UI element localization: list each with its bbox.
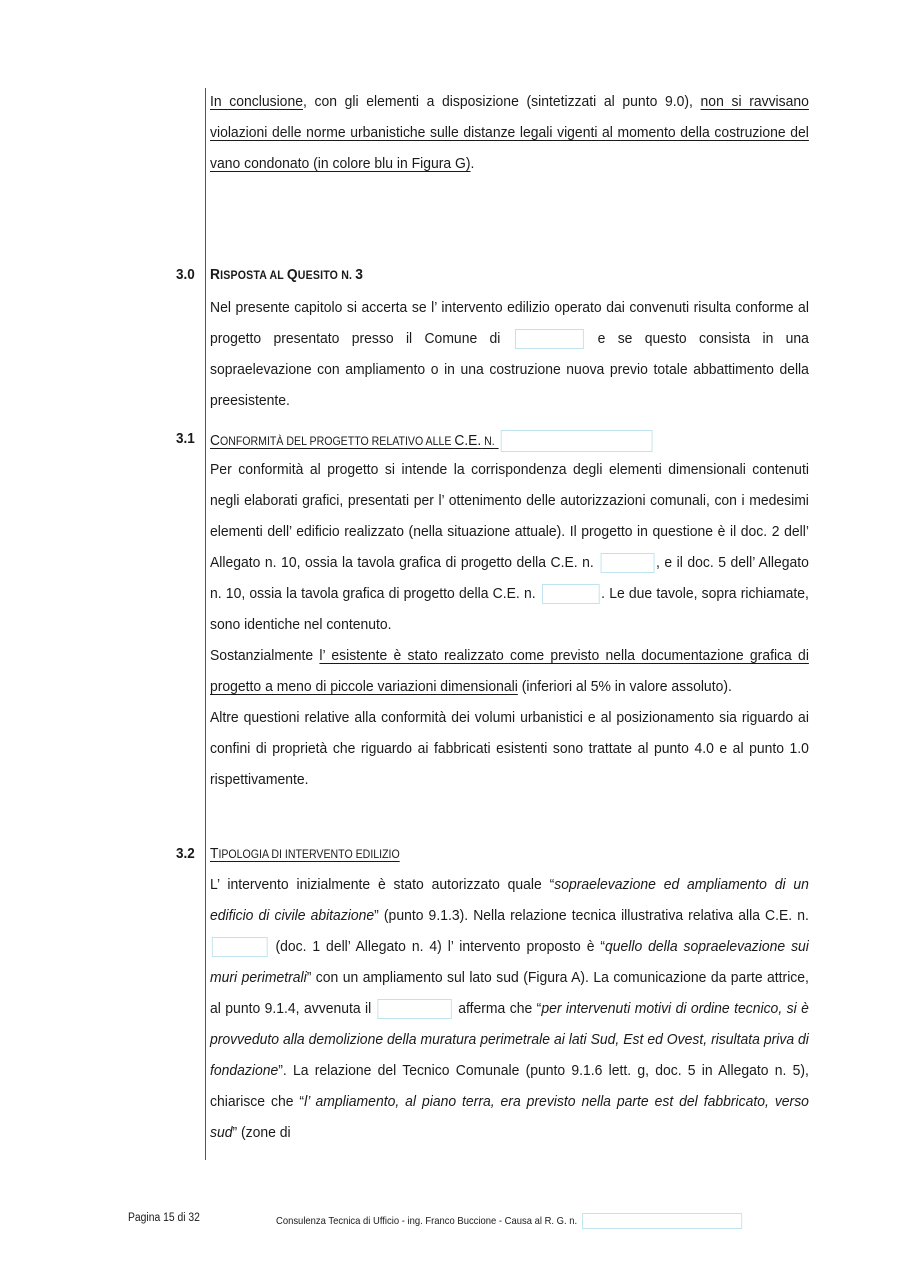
conclusion-paragraph: In conclusione, con gli elementi a disposizione (sintetizzati al punto 9.0), non si ravvisano violazioni delle norme urbanistiche sulle distanze legali vigenti al momento della costruzione del vano condonato (in colore blu in Figura G). xyxy=(210,93,809,172)
section-title-3-2: TIPOLOGIA DI INTERVENTO EDILIZIO xyxy=(210,845,400,862)
conclusion-finding: non si ravvisano violazioni delle norme urbanistiche sulle distanze legali vigenti al momento della costruzione del vano condonato (in colore blu in Figura G) xyxy=(210,93,809,172)
section-number-3-2: 3.2 xyxy=(176,845,195,862)
redacted-field xyxy=(212,937,268,957)
conformity-finding: l’ esistente è stato realizzato come previsto nella documentazione grafica di progetto a meno di piccole variazioni dimensionali xyxy=(210,647,809,695)
redacted-field xyxy=(542,584,600,604)
footer-text: Consulenza Tecnica di Ufficio - ing. Franco Buccione - Causa al R. G. n. xyxy=(276,1213,744,1229)
section-3-1-body: Per conformità al progetto si intende la corrispondenza degli elementi dimensionali contenuti negli elaborati grafici, presentati per l’ ottenimento delle autorizzazioni comunali, con i medesimi elementi dell’ edificio realizzato (nella situazione attuale). Il progetto in questione è il doc. 2 dell’ Allegato n. 10, ossia la tavola grafica di progetto della C.E. n. , e il doc. 5 dell’ Allegato n. 10, ossia la tavola grafica di progetto della C.E. n. . Le due tavole, sopra richiamate, sono identiche nel contenuto. Sostanzialmente l’ esistente è stato realizzato come previsto nella documentazione grafica di progetto a meno di piccole variazioni dimensionali (inferiori al 5% in valore assoluto). Altre questioni relative alla conformità dei volumi urbanistici e al posizionamento sia riguardo ai confini di proprietà che riguardo ai fabbricati esistenti sono trattate al punto 4.0 e al punto 1.0 rispettivamente. xyxy=(210,461,809,788)
section-number-3-1: 3.1 xyxy=(176,430,195,447)
section-3-0-body: Nel presente capitolo si accerta se l’ intervento edilizio operato dai convenuti risulta conforme al progetto presentato presso il Comune di e se questo consista in una sopraelevazione con ampliamento o in una costruzione nuova previo totale abbattimento della preesistente. xyxy=(210,299,809,409)
section-title-3-1: CONFORMITÀ DEL PROGETTO RELATIVO ALLE C.E. N. xyxy=(210,430,654,452)
section-title-3-0: RISPOSTA AL QUESITO N. 3 xyxy=(210,266,364,283)
section-number-3-0: 3.0 xyxy=(176,266,195,283)
redacted-field xyxy=(500,430,652,452)
redacted-field xyxy=(600,553,654,573)
redacted-field xyxy=(515,329,584,349)
redacted-field xyxy=(378,999,452,1019)
redacted-field xyxy=(582,1213,742,1229)
section-3-2-body: L’ intervento inizialmente è stato autorizzato quale “sopraelevazione ed ampliamento di un edificio di civile abitazione” (punto 9.1.3). Nella relazione tecnica illustrativa relativa alla C.E. n. (doc. 1 dell’ Allegato n. 4) l’ intervento proposto è “quello della sopraelevazione sui muri perimetrali” con un ampliamento sul lato sud (Figura A). La comunicazione da parte attrice, al punto 9.1.4, avvenuta il afferma che “per intervenuti motivi di ordine tecnico, si è provveduto alla demolizione della muratura perimetrale ai lati Sud, Est ed Ovest, risultata priva di fondazione”. La relazione del Tecnico Comunale (punto 9.1.6 lett. g, doc. 5 in Allegato n. 5), chiarisce che “l’ ampliamento, al piano terra, era previsto nella parte est del fabbricato, verso sud” (zone di xyxy=(210,876,809,1141)
margin-rule xyxy=(205,88,206,1160)
conclusion-lead: In conclusione xyxy=(210,93,303,110)
page-number: Pagina 15 di 32 xyxy=(128,1212,200,1224)
